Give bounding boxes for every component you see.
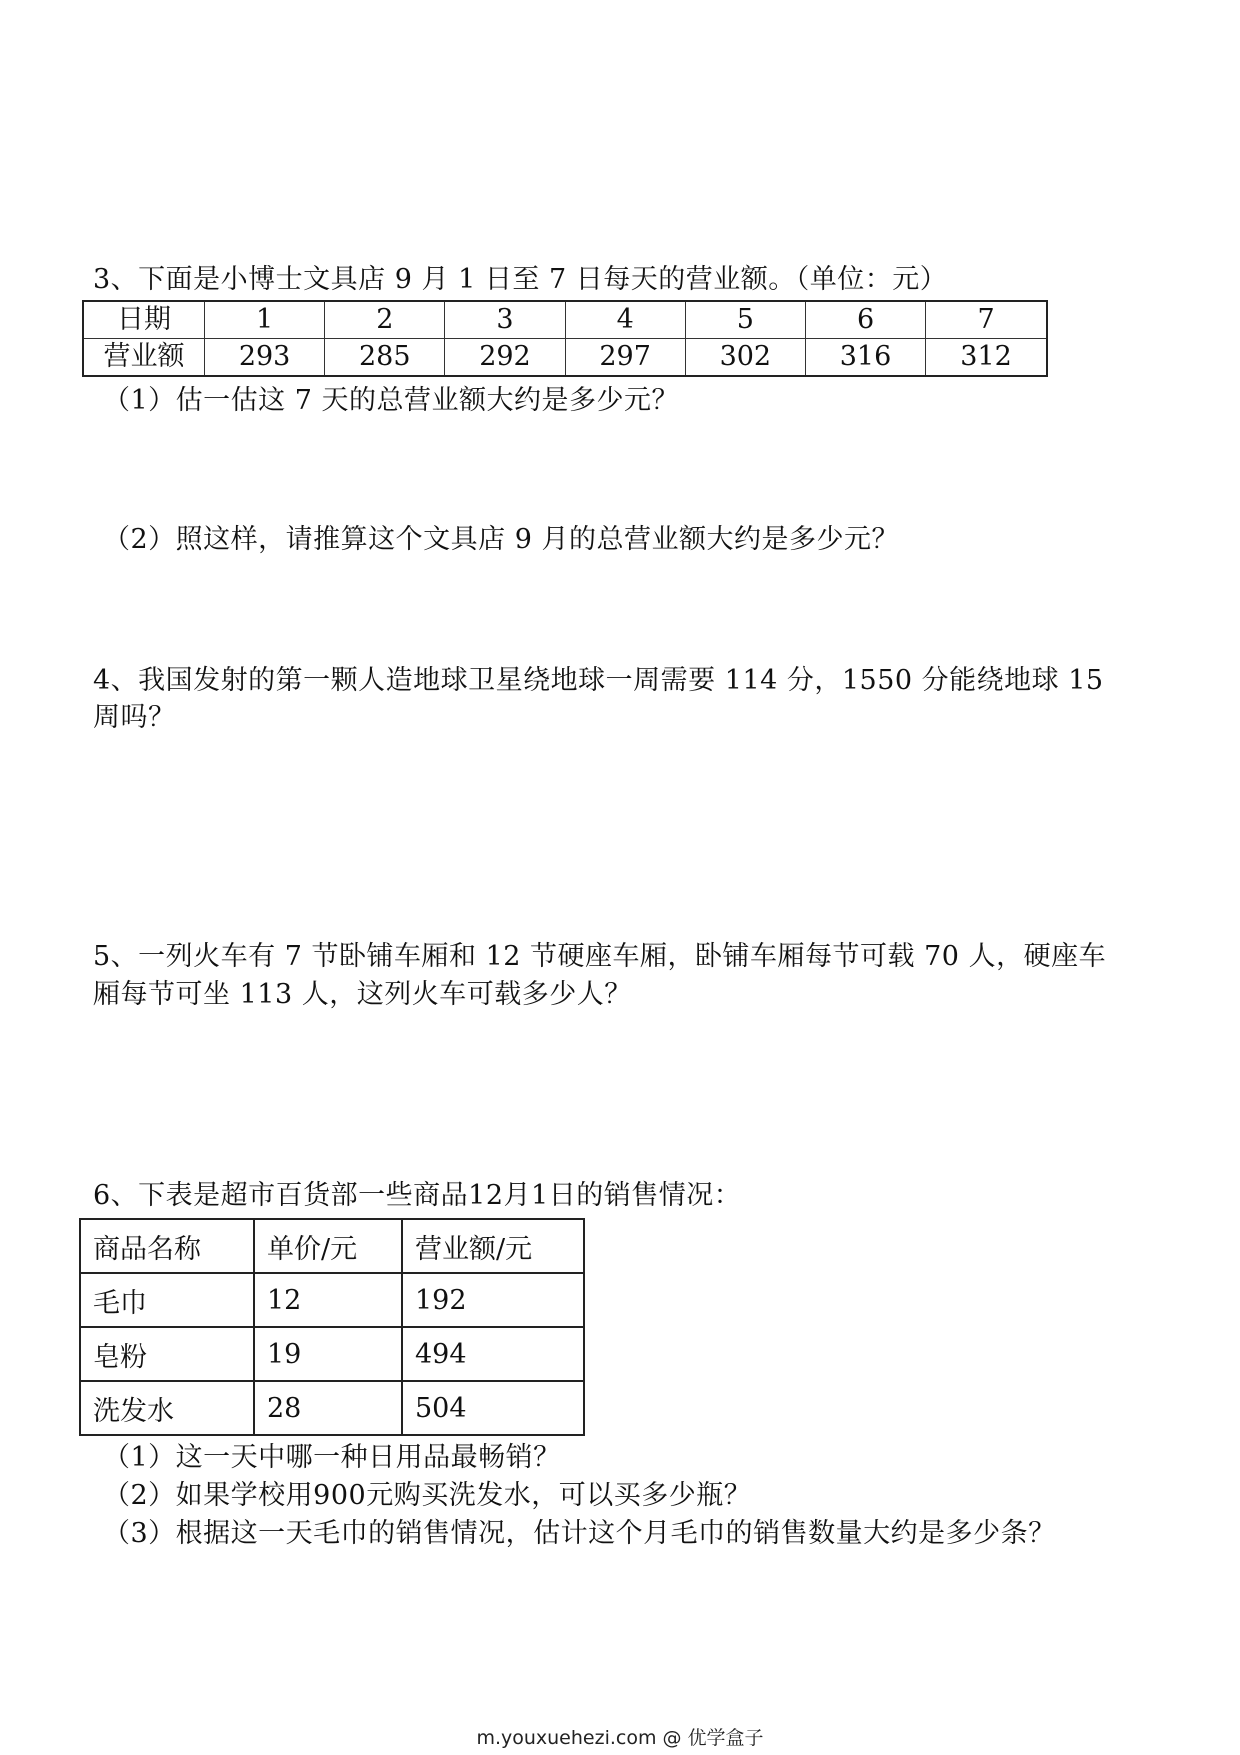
revenue-cell: 302 — [685, 339, 805, 377]
date-cell: 7 — [926, 301, 1047, 339]
row-label-revenue: 营业额 — [83, 339, 205, 377]
q3-sub2: （2）照这样，请推算这个文具店 9 月的总营业额大约是多少元？ — [103, 524, 900, 555]
revenue-cell: 312 — [926, 339, 1047, 377]
revenue-cell: 316 — [805, 339, 925, 377]
date-cell: 6 — [805, 301, 925, 339]
table-row — [83, 339, 1047, 377]
table-row — [80, 1381, 584, 1435]
date-cell: 1 — [205, 301, 325, 339]
q6-sales-table — [79, 1218, 585, 1436]
table-row — [83, 301, 1047, 339]
product-name-cell: 毛巾 — [80, 1273, 254, 1327]
q4-line1: 4、我国发射的第一颗人造地球卫星绕地球一周需要 114 分，1550 分能绕地球 15 — [93, 665, 1104, 696]
q6-title: 6、下表是超市百货部一些商品12月1日的销售情况： — [93, 1180, 742, 1211]
row-label-date: 日期 — [83, 301, 205, 339]
revenue-cell: 192 — [402, 1273, 584, 1327]
date-cell: 4 — [565, 301, 685, 339]
product-name-cell: 皂粉 — [80, 1327, 254, 1381]
revenue-cell: 285 — [325, 339, 445, 377]
header-revenue: 营业额/元 — [402, 1219, 584, 1273]
revenue-cell: 297 — [565, 339, 685, 377]
q6-sub2: （2）如果学校用900元购买洗发水，可以买多少瓶？ — [103, 1480, 752, 1511]
q3-sub1: （1）估一估这 7 天的总营业额大约是多少元？ — [103, 385, 680, 416]
revenue-cell: 293 — [205, 339, 325, 377]
revenue-cell: 494 — [402, 1327, 584, 1381]
q3-revenue-table — [82, 300, 1048, 377]
revenue-cell: 292 — [445, 339, 565, 377]
q3-title: 3、下面是小博士文具店 9 月 1 日至 7 日每天的营业额。（单位：元） — [93, 264, 948, 295]
q5-line1: 5、一列火车有 7 节卧铺车厢和 12 节硬座车厢，卧铺车厢每节可载 70 人，硬座车 — [93, 941, 1107, 972]
unit-price-cell: 19 — [254, 1327, 402, 1381]
q6-sub3: （3）根据这一天毛巾的销售情况，估计这个月毛巾的销售数量大约是多少条？ — [103, 1518, 1056, 1549]
q4-line2: 周吗？ — [93, 702, 176, 733]
q6-sub1: （1）这一天中哪一种日用品最畅销？ — [103, 1442, 561, 1473]
date-cell: 5 — [685, 301, 805, 339]
q5-line2: 厢每节可坐 113 人，这列火车可载多少人？ — [93, 979, 632, 1010]
table-row — [80, 1327, 584, 1381]
unit-price-cell: 12 — [254, 1273, 402, 1327]
header-unit-price: 单价/元 — [254, 1219, 402, 1273]
product-name-cell: 洗发水 — [80, 1381, 254, 1435]
footer-watermark[interactable]: m.youxuehezi.com @ 优学盒子 — [476, 1727, 764, 1749]
revenue-cell: 504 — [402, 1381, 584, 1435]
unit-price-cell: 28 — [254, 1381, 402, 1435]
table-header-row — [80, 1219, 584, 1273]
header-product-name: 商品名称 — [80, 1219, 254, 1273]
table-row — [80, 1273, 584, 1327]
date-cell: 3 — [445, 301, 565, 339]
date-cell: 2 — [325, 301, 445, 339]
